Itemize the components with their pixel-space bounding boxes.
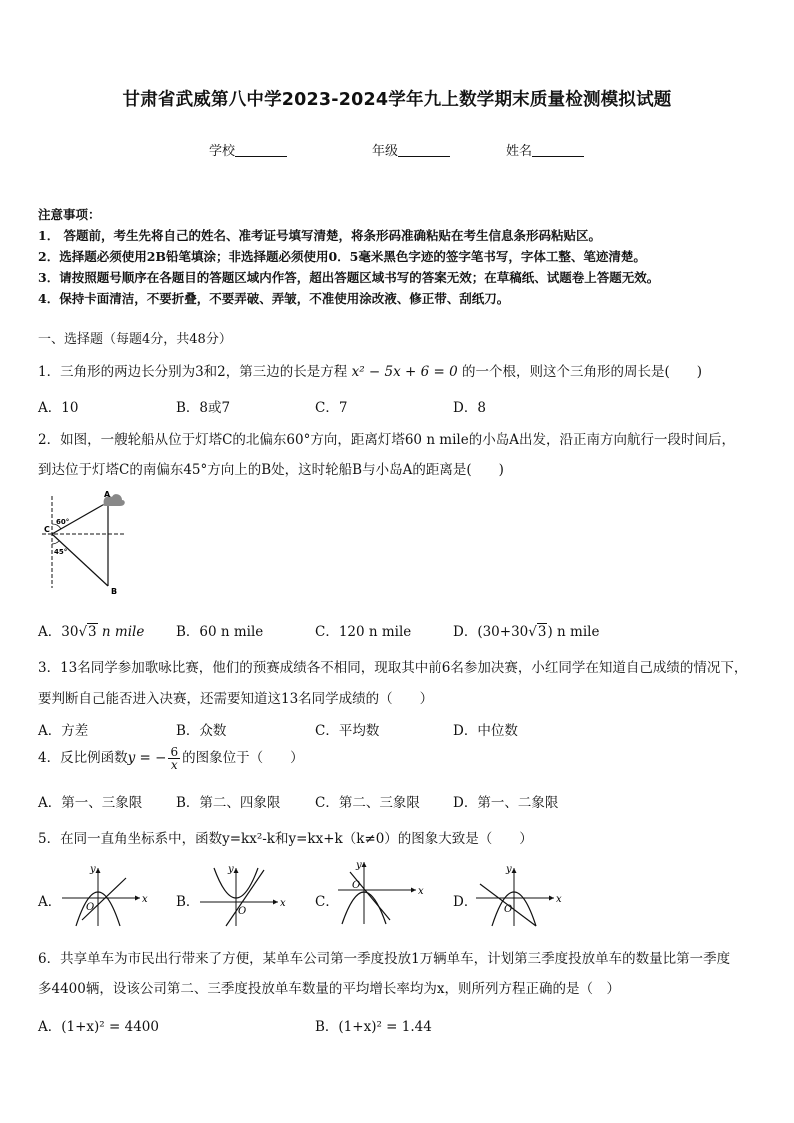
q2-option-b[interactable]: B．60 n mile: [176, 624, 264, 640]
q2-option-a-label: A．: [38, 624, 62, 640]
x-axis-arrow-icon: [135, 896, 140, 901]
q4-option-d[interactable]: D．第一、二象限: [453, 795, 559, 811]
question-2-line-1: 2．如图，一艘轮船从位于灯塔C的北偏东60°方向，距离灯塔60 n mile的小岛A出发，沿正南方向航行一段时间后，: [38, 432, 735, 448]
origin-label: O: [504, 904, 513, 915]
q4-text-post: 的图象位于（ ）: [182, 750, 304, 766]
origin-label: O: [86, 902, 95, 913]
q2-option-d-radicand: 3: [537, 624, 547, 640]
school-label: 学校: [209, 144, 236, 159]
angle-arc-45: [52, 541, 59, 544]
q2-option-a-radicand: 3: [88, 624, 97, 640]
note-item: 3．请按照题号顺序在各题目的答题区域内作答，超出答题区域书写的答案无效；在草稿纸、试题卷上答题无效。: [38, 270, 660, 285]
x-label: x: [556, 894, 562, 905]
school-blank[interactable]: [235, 143, 287, 157]
origin-label: O: [352, 880, 361, 891]
q5-graph-d: [474, 862, 564, 928]
q4-numerator: 6: [170, 745, 179, 759]
q1-text-post: 的一个根，则这个三角形的周长是( ): [461, 364, 703, 380]
q2-option-d[interactable]: D．(30+30√3) n mile: [453, 624, 600, 640]
q1-text-pre: 1．三角形的两边长分别为3和2，第三边的长是方程: [38, 364, 348, 380]
question-3-line-2: 要判断自己能否进入决赛，还需要知道这13名同学成绩的（ ）: [38, 691, 434, 707]
question-2-line-2: 到达位于灯塔C的南偏东45°方向上的B处，这时轮船B与小岛A的距离是( ): [38, 462, 504, 478]
x-label: x: [418, 886, 424, 897]
name-blank[interactable]: [532, 143, 584, 157]
y-axis-arrow-icon: [512, 868, 517, 873]
page-title: 甘肃省武威第八中学2023-2024学年九上数学期末质量检测模拟试题: [122, 90, 672, 110]
q6-option-b[interactable]: B．(1+x)² = 1.44: [315, 1019, 432, 1035]
line: [226, 870, 264, 926]
q1-equation: x² − 5x + 6 = 0: [351, 364, 458, 380]
q3-option-b[interactable]: B．众数: [176, 723, 227, 739]
note-item: 1． 答题前，考生先将自己的姓名、准考证号填写清楚，将条形码准确粘贴在考生信息条形码粘贴区。: [38, 228, 602, 243]
y-label: y: [356, 860, 362, 871]
q3-option-c[interactable]: C．平均数: [315, 723, 380, 739]
school-field: [209, 140, 287, 159]
name-field: [506, 140, 584, 159]
q4-option-b[interactable]: B．第二、四象限: [176, 795, 281, 811]
q1-option-b[interactable]: B．8或7: [176, 400, 231, 416]
note-item: 4．保持卡面清洁，不要折叠，不要弄破、弄皱，不准使用涂改液、修正带、刮纸刀。: [38, 291, 510, 306]
y-axis-arrow-icon: [362, 862, 367, 867]
question-5: 5．在同一直角坐标系中，函数y=kx²-k和y=kx+k（k≠0）的图象大致是（ ）: [38, 831, 533, 847]
y-label: y: [506, 864, 512, 875]
q4-option-a[interactable]: A．第一、三象限: [38, 795, 143, 811]
q2-option-a-unit: n mile: [97, 624, 145, 640]
origin-label: O: [238, 906, 247, 917]
q4-func-lhs: y = −: [127, 750, 167, 766]
question-1: [38, 360, 702, 380]
q2-option-d-post: ) n mile: [547, 624, 600, 640]
y-axis-arrow-icon: [96, 868, 101, 873]
y-axis-arrow-icon: [234, 868, 239, 873]
q2-option-d-pre: (30+30: [477, 624, 529, 640]
q3-option-a[interactable]: A．方差: [38, 723, 89, 739]
q4-option-c[interactable]: C．第二、三象限: [315, 795, 420, 811]
x-axis-arrow-icon: [549, 896, 554, 901]
line-cb: [52, 534, 108, 586]
q5-graph-c: [336, 858, 426, 926]
q5-option-d[interactable]: D．: [453, 894, 478, 910]
q1-option-d[interactable]: D．8: [453, 400, 486, 416]
q4-denominator: x: [170, 758, 178, 772]
label-c: C: [44, 525, 50, 534]
question-6-line-1: 6．共享单车为市民出行带来了方便，某单车公司第一季度投放1万辆单车，计划第三季度投放单车的数量比第一季度: [38, 951, 731, 967]
name-label: 姓名: [506, 144, 533, 159]
x-label: x: [280, 898, 286, 909]
q5-graph-b: [198, 862, 288, 928]
note-item: 2．选择题必须使用2B铅笔填涂；非选择题必须使用0．5毫米黑色字迹的签字笔书写，字体工整、笔迹清楚。: [38, 249, 646, 264]
label-angle-60: 60°: [56, 518, 70, 526]
question-4: [38, 746, 304, 771]
x-axis-arrow-icon: [273, 900, 278, 905]
q1-option-a[interactable]: A．10: [38, 400, 79, 416]
q5-option-c[interactable]: C．: [315, 894, 339, 910]
x-axis-arrow-icon: [411, 888, 416, 893]
q6-option-a[interactable]: A．(1+x)² = 4400: [38, 1019, 159, 1035]
question-6-line-2: 多4400辆，设该公司第二、三季度投放单车数量的平均增长率均为x，则所列方程正确的是（ ）: [38, 981, 620, 997]
label-angle-45: 45°: [54, 548, 68, 556]
label-a: A: [104, 490, 111, 499]
y-label: y: [228, 864, 234, 875]
label-b: B: [111, 587, 118, 596]
question-3-line-1: 3．13名同学参加歌咏比赛，他们的预赛成绩各不相同，现取其中前6名参加决赛，小红同学在知道自己成绩的情况下，: [38, 660, 748, 676]
q2-option-c[interactable]: C．120 n mile: [315, 624, 412, 640]
q2-option-a-coef: 30: [61, 624, 79, 640]
q2-figure: [34, 488, 134, 598]
q5-option-a[interactable]: A．: [38, 894, 62, 910]
y-label: y: [90, 864, 96, 875]
q2-option-a[interactable]: A．30√3 n mile: [38, 624, 145, 640]
q3-option-d[interactable]: D．中位数: [453, 723, 518, 739]
section-heading: 一、选择题（每题4分，共48分）: [38, 332, 232, 347]
x-label: x: [142, 894, 148, 905]
q4-fraction: [168, 746, 180, 771]
grade-label: 年级: [372, 144, 399, 159]
q5-graph-a: [60, 862, 150, 928]
grade-field: [372, 140, 450, 159]
q4-text-pre: 4．反比例函数: [38, 750, 128, 766]
q1-option-c[interactable]: C．7: [315, 400, 348, 416]
q2-option-d-label: D．: [453, 624, 478, 640]
q5-option-b[interactable]: B．: [176, 894, 200, 910]
notes-heading: 注意事项：: [38, 207, 101, 222]
grade-blank[interactable]: [398, 143, 450, 157]
